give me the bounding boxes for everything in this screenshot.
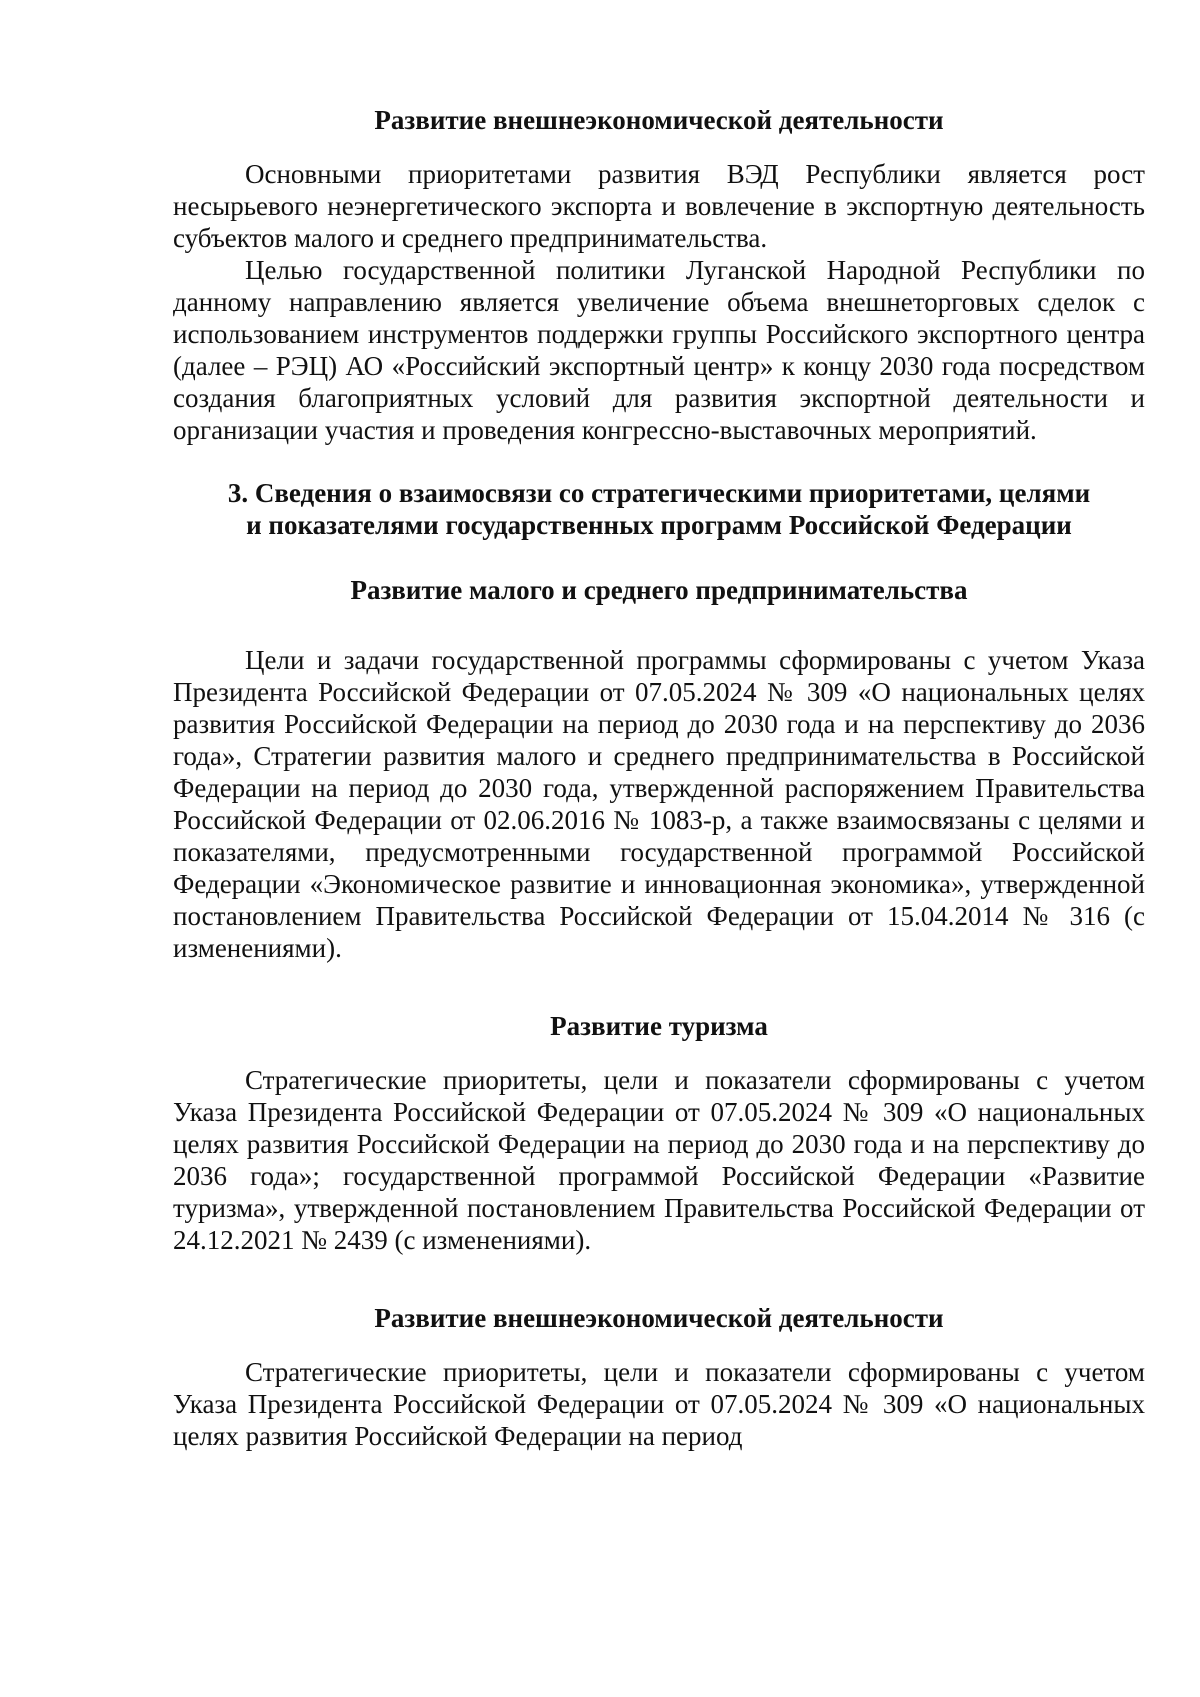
paragraph-ved-goal: Целью государственной политики Луганской Народной Республики по данному направлению является увеличение объема внешнеторговых сделок с использованием инструментов поддержки группы Российского экспортного центра (далее – РЭЦ) АО «Российский экспортный центр» к концу 2030 года посредством создания благоприятных условий для развития экспортной деятельности и организации участия и проведения конгрессно-выставочных мероприятий. xyxy=(173,255,1145,445)
heading-foreign-economic-activity: Развитие внешнеэкономической деятельности xyxy=(374,105,944,135)
paragraph-tourism: Стратегические приоритеты, цели и показатели сформированы с учетом Указа Президента Российской Федерации от 07.05.2024 № 309 «О национальных целях развития Российской Федерации на период до 2030 года и на перспективу до 2036 года»; государственной программой Российской Федерации «Развитие туризма», утвержденной постановлением Правительства Российской Федерации от 24.12.2021 № 2439 (с изменениями). xyxy=(173,1065,1145,1255)
section-3-title-line-1: 3. Сведения о взаимосвязи со стратегическими приоритетами, целями xyxy=(227,478,1091,508)
section-3-title-line-2: и показателями государственных программ Российской Федерации xyxy=(246,510,1072,540)
heading-tourism: Развитие туризма xyxy=(550,1011,768,1041)
heading-foreign-economic-activity-2: Развитие внешнеэкономической деятельности xyxy=(374,1303,944,1333)
section-3-title xyxy=(173,477,1145,541)
paragraph-ved-priorities: Основными приоритетами развития ВЭД Республики является рост несырьевого неэнергетического экспорта и вовлечение в экспортную деятельность субъектов малого и среднего предпринимательства. xyxy=(173,159,1145,253)
document-page xyxy=(173,104,1145,1452)
paragraph-small-medium-business: Цели и задачи государственной программы сформированы с учетом Указа Президента Российской Федерации от 07.05.2024 № 309 «О национальных целях развития Российской Федерации на период до 2030 года и на перспективу до 2036 года», Стратегии развития малого и среднего предпринимательства в Российской Федерации на период до 2030 года, утвержденной распоряжением Правительства Российской Федерации от 02.06.2016 № 1083-р, а также взаимосвязаны с целями и показателями, предусмотренными государственной программой Российской Федерации «Экономическое развитие и инновационная экономика», утвержденной постановлением Правительства Российской Федерации от 15.04.2014 № 316 (с изменениями). xyxy=(173,645,1145,963)
paragraph-ved-strategic: Стратегические приоритеты, цели и показатели сформированы с учетом Указа Президента Российской Федерации от 07.05.2024 № 309 «О национальных целях развития Российской Федерации на период xyxy=(173,1357,1145,1451)
heading-small-medium-business: Развитие малого и среднего предпринимательства xyxy=(350,575,968,605)
